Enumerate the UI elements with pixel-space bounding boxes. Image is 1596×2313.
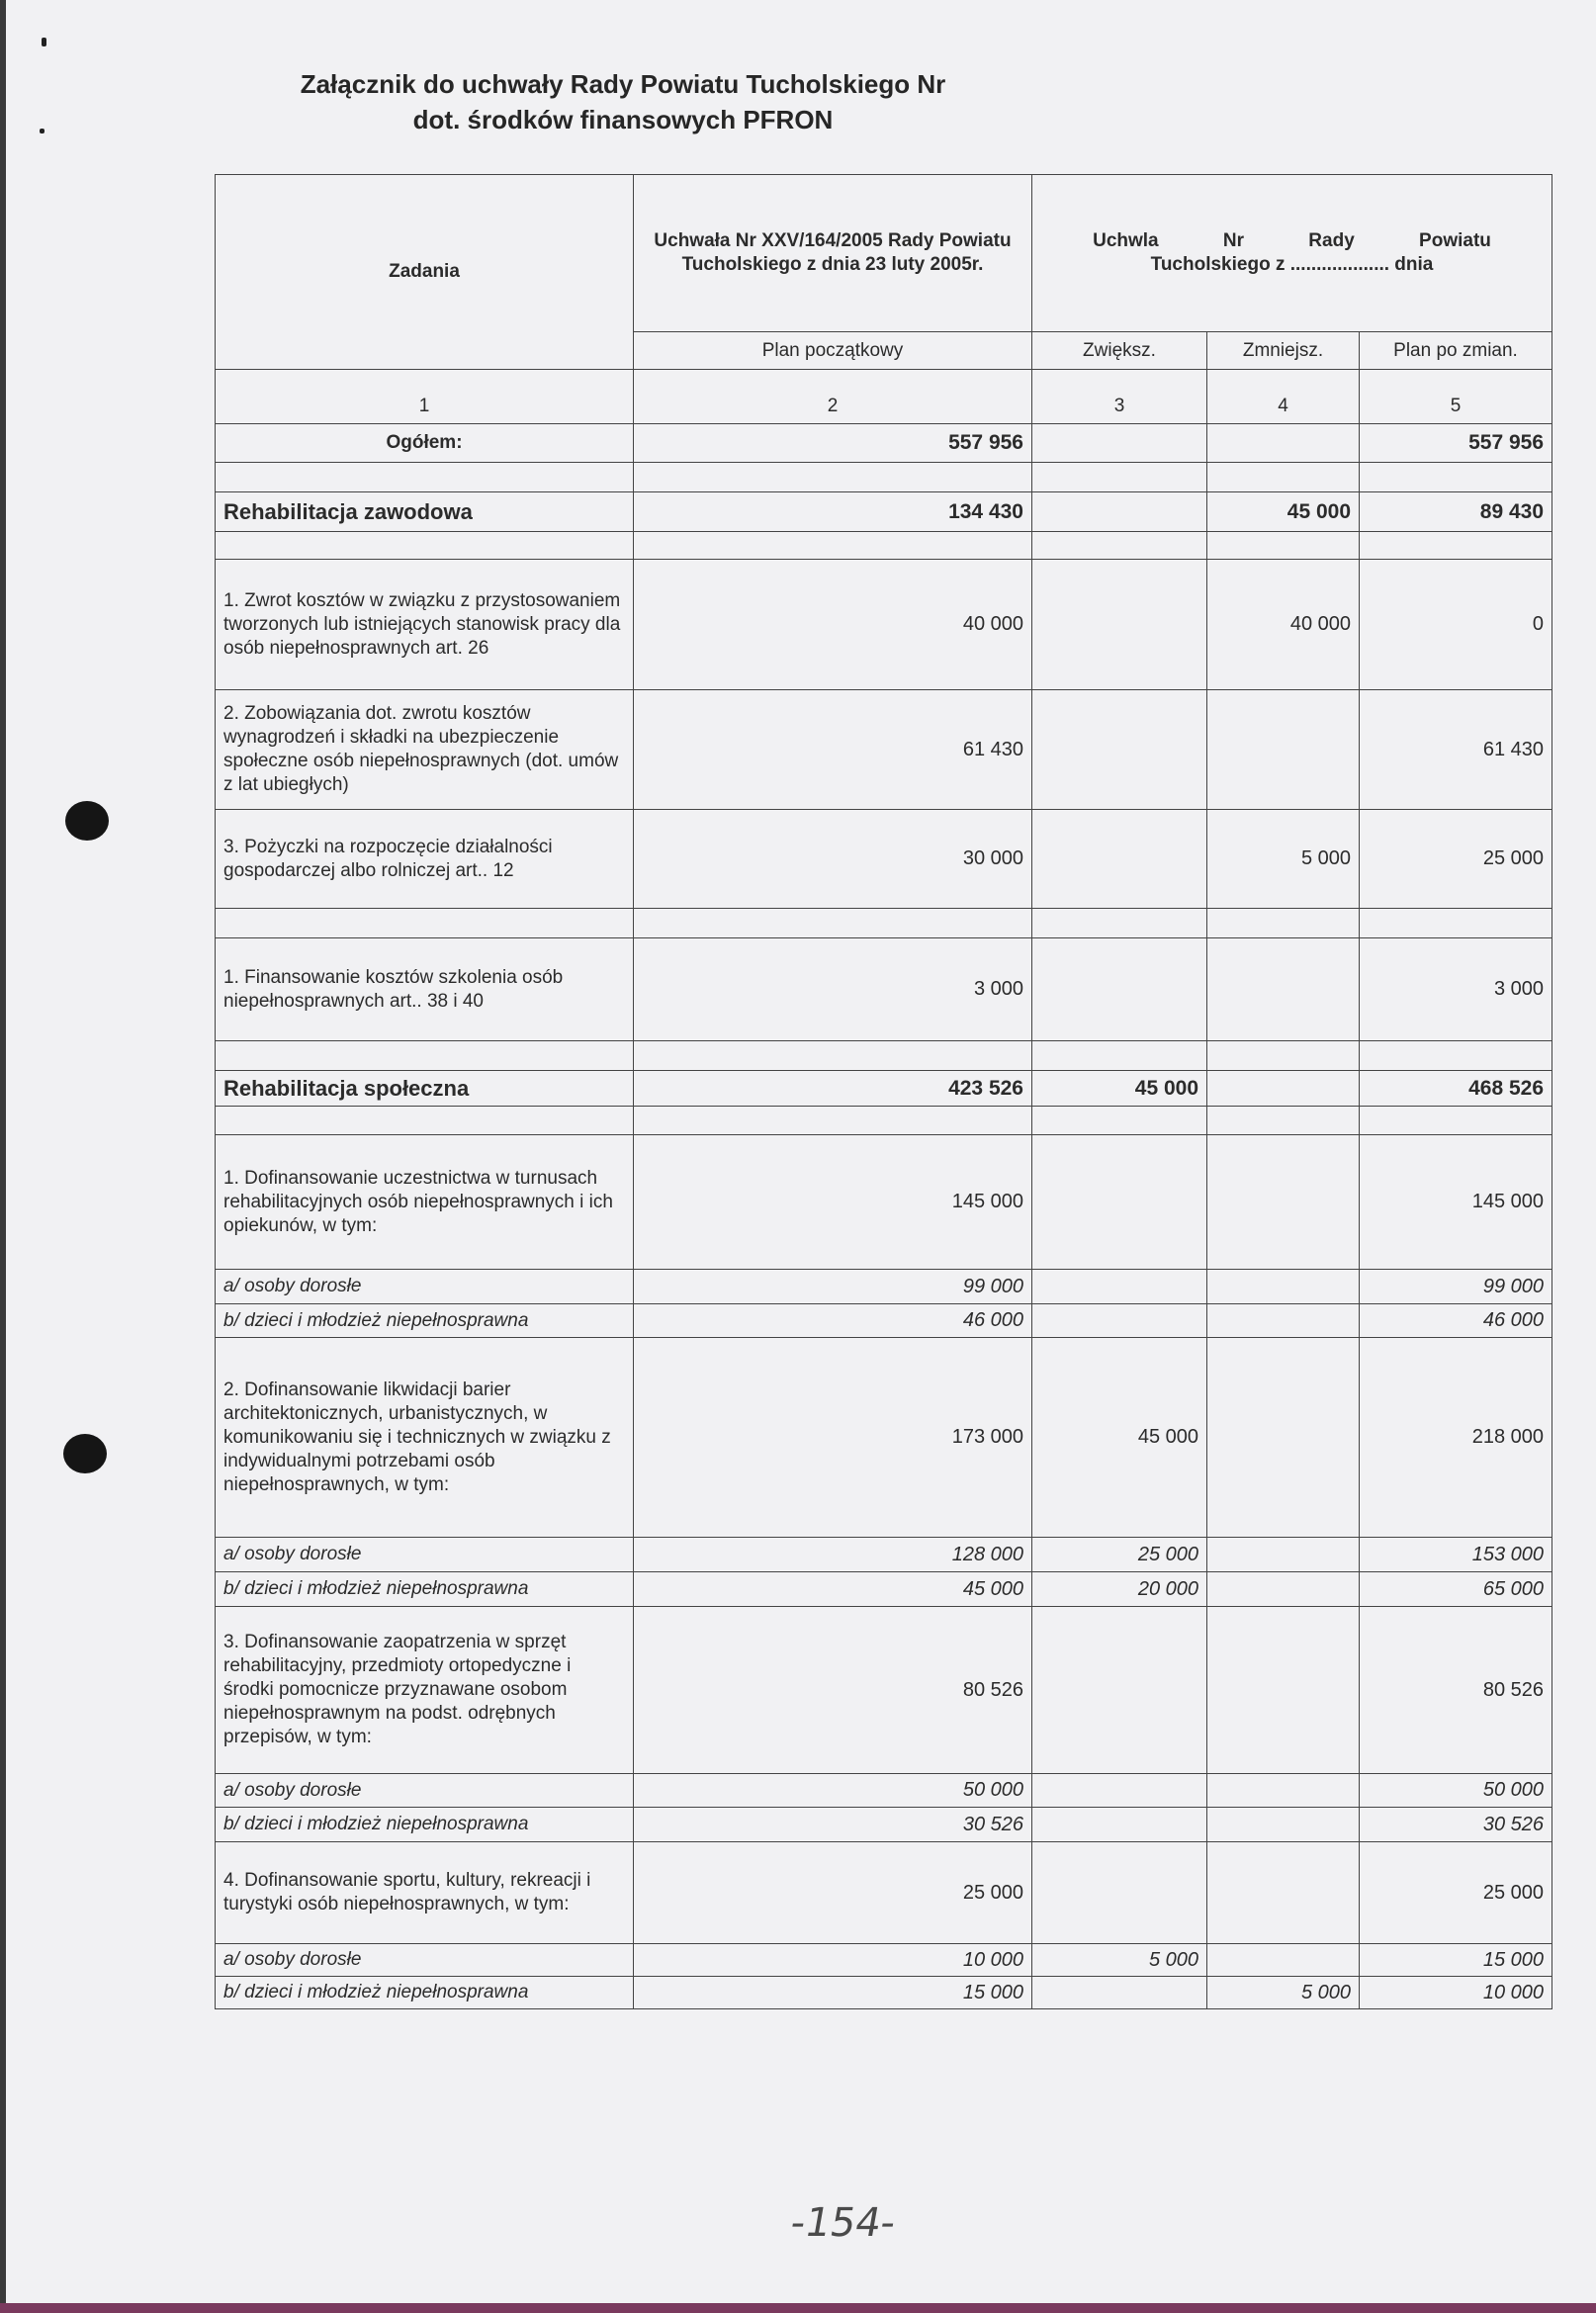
- subheader-zmniejsz: Zmniejsz.: [1207, 332, 1360, 370]
- plan-initial: 99 000: [634, 1270, 1032, 1304]
- column-number-row: [216, 370, 1552, 424]
- column-number: 1: [216, 370, 634, 424]
- decrease: [1207, 1107, 1360, 1135]
- budget-table: [215, 174, 1552, 2009]
- column-number: 4: [1207, 370, 1360, 424]
- task-label: Ogółem:: [216, 424, 634, 463]
- decrease: [1207, 690, 1360, 810]
- table-row: [216, 690, 1552, 810]
- decrease: [1207, 1270, 1360, 1304]
- plan-initial: 134 430: [634, 492, 1032, 532]
- document-title: Załącznik do uchwały Rady Powiatu Tucholskiego Nr: [300, 69, 946, 99]
- increase: [1032, 1304, 1207, 1338]
- decrease: [1207, 1304, 1360, 1338]
- plan-initial: 557 956: [634, 424, 1032, 463]
- plan-initial: 423 526: [634, 1071, 1032, 1107]
- plan-initial: [634, 1107, 1032, 1135]
- spacer-row: [216, 909, 1552, 938]
- decrease: [1207, 1572, 1360, 1607]
- decrease: 45 000: [1207, 492, 1360, 532]
- plan-after-change: 145 000: [1360, 1135, 1552, 1270]
- plan-after-change: [1360, 1107, 1552, 1135]
- increase: [1032, 1270, 1207, 1304]
- decrease: [1207, 1338, 1360, 1538]
- punch-hole-icon: [65, 801, 109, 841]
- plan-after-change: 15 000: [1360, 1944, 1552, 1977]
- plan-after-change: [1360, 463, 1552, 492]
- task-label: 2. Zobowiązania dot. zwrotu kosztów wynagrodzeń i składki na ubezpieczenie społeczne osób niepełnosprawnych (dot. umów z lat ubiegłych): [216, 690, 634, 810]
- table-row: [216, 492, 1552, 532]
- plan-initial: 15 000: [634, 1977, 1032, 2009]
- scan-speck: [42, 38, 46, 46]
- column-number: 2: [634, 370, 1032, 424]
- task-label: 1. Finansowanie kosztów szkolenia osób niepełnosprawnych art.. 38 i 40: [216, 938, 634, 1041]
- plan-initial: 3 000: [634, 938, 1032, 1041]
- plan-initial: 128 000: [634, 1538, 1032, 1572]
- plan-after-change: 3 000: [1360, 938, 1552, 1041]
- plan-initial: 30 000: [634, 810, 1032, 909]
- decrease: [1207, 909, 1360, 938]
- task-label: b/ dzieci i młodzież niepełnosprawna: [216, 1304, 634, 1338]
- document-subtitle: dot. środków finansowych PFRON: [412, 105, 834, 134]
- increase: [1032, 1977, 1207, 2009]
- decrease: 5 000: [1207, 1977, 1360, 2009]
- plan-initial: 80 526: [634, 1607, 1032, 1774]
- task-label: b/ dzieci i młodzież niepełnosprawna: [216, 1572, 634, 1607]
- plan-initial: 40 000: [634, 560, 1032, 690]
- increase: [1032, 938, 1207, 1041]
- table-row: [216, 1135, 1552, 1270]
- table-row: [216, 1977, 1552, 2009]
- plan-after-change: 89 430: [1360, 492, 1552, 532]
- increase: 45 000: [1032, 1338, 1207, 1538]
- task-label: 4. Dofinansowanie sportu, kultury, rekreacji i turystyki osób niepełnosprawnych, w tym:: [216, 1842, 634, 1944]
- plan-initial: 173 000: [634, 1338, 1032, 1538]
- plan-after-change: 153 000: [1360, 1538, 1552, 1572]
- table-row: [216, 1572, 1552, 1607]
- increase: 5 000: [1032, 1944, 1207, 1977]
- plan-initial: 10 000: [634, 1944, 1032, 1977]
- subheader-zwieksz: Zwiększ.: [1032, 332, 1207, 370]
- plan-after-change: 99 000: [1360, 1270, 1552, 1304]
- plan-initial: [634, 909, 1032, 938]
- increase: [1032, 690, 1207, 810]
- increase: [1032, 909, 1207, 938]
- task-label: [216, 1107, 634, 1135]
- plan-initial: [634, 1041, 1032, 1071]
- table-row: [216, 1774, 1552, 1808]
- task-label: 3. Pożyczki na rozpoczęcie działalności gospodarczej albo rolniczej art.. 12: [216, 810, 634, 909]
- subheader-plan-poczatkowy: Plan początkowy: [634, 332, 1032, 370]
- increase: 45 000: [1032, 1071, 1207, 1107]
- plan-initial: 145 000: [634, 1135, 1032, 1270]
- task-label: 3. Dofinansowanie zaopatrzenia w sprzęt rehabilitacyjny, przedmioty ortopedyczne i środki pomocnicze przyznawane osobom niepełnosprawnym na podst. odrębnych przepisów, w tym:: [216, 1607, 634, 1774]
- decrease: [1207, 938, 1360, 1041]
- table-row: [216, 1071, 1552, 1107]
- decrease: [1207, 1071, 1360, 1107]
- decrease: 40 000: [1207, 560, 1360, 690]
- plan-initial: 50 000: [634, 1774, 1032, 1808]
- decrease: [1207, 1538, 1360, 1572]
- spacer-row: [216, 1107, 1552, 1135]
- increase: [1032, 810, 1207, 909]
- table-row: [216, 560, 1552, 690]
- increase: [1032, 492, 1207, 532]
- plan-after-change: 25 000: [1360, 810, 1552, 909]
- increase: [1032, 532, 1207, 560]
- increase: [1032, 1774, 1207, 1808]
- plan-after-change: 80 526: [1360, 1607, 1552, 1774]
- decrease: [1207, 1607, 1360, 1774]
- column-number: 5: [1360, 370, 1552, 424]
- increase: [1032, 1135, 1207, 1270]
- plan-after-change: 10 000: [1360, 1977, 1552, 2009]
- plan-initial: [634, 463, 1032, 492]
- decrease: [1207, 424, 1360, 463]
- task-label: b/ dzieci i młodzież niepełnosprawna: [216, 1977, 634, 2009]
- plan-after-change: 25 000: [1360, 1842, 1552, 1944]
- table-row: [216, 1607, 1552, 1774]
- decrease: [1207, 1808, 1360, 1842]
- task-label: a/ osoby dorosłe: [216, 1270, 634, 1304]
- decrease: [1207, 1944, 1360, 1977]
- header-uchwala-change: [1032, 175, 1552, 332]
- task-label: [216, 532, 634, 560]
- task-label: a/ osoby dorosłe: [216, 1774, 634, 1808]
- increase: [1032, 463, 1207, 492]
- header-zadania: Zadania: [216, 175, 634, 370]
- plan-after-change: 218 000: [1360, 1338, 1552, 1538]
- plan-initial: 46 000: [634, 1304, 1032, 1338]
- task-label: [216, 909, 634, 938]
- decrease: [1207, 1774, 1360, 1808]
- task-label: 2. Dofinansowanie likwidacji barier architektonicznych, urbanistycznych, w komunikowaniu się i technicznych w związku z indywidualnymi potrzebami osób niepełnosprawnych, w tym:: [216, 1338, 634, 1538]
- increase: 20 000: [1032, 1572, 1207, 1607]
- header-uchwala-initial: Uchwała Nr XXV/164/2005 Rady Powiatu Tucholskiego z dnia 23 luty 2005r.: [634, 175, 1032, 332]
- plan-after-change: 468 526: [1360, 1071, 1552, 1107]
- column-number: 3: [1032, 370, 1207, 424]
- page-number: -154-: [786, 2200, 900, 2246]
- task-label: b/ dzieci i młodzież niepełnosprawna: [216, 1808, 634, 1842]
- subheader-plan-po-zmian: Plan po zmian.: [1360, 332, 1552, 370]
- task-label: a/ osoby dorosłe: [216, 1944, 634, 1977]
- spacer-row: [216, 532, 1552, 560]
- table-row: [216, 810, 1552, 909]
- plan-after-change: 61 430: [1360, 690, 1552, 810]
- table-row: [216, 1808, 1552, 1842]
- plan-after-change: 46 000: [1360, 1304, 1552, 1338]
- plan-after-change: 557 956: [1360, 424, 1552, 463]
- increase: 25 000: [1032, 1538, 1207, 1572]
- plan-initial: 45 000: [634, 1572, 1032, 1607]
- task-label: [216, 463, 634, 492]
- table-row: [216, 938, 1552, 1041]
- decrease: [1207, 1041, 1360, 1071]
- increase: [1032, 1808, 1207, 1842]
- table-row: [216, 1304, 1552, 1338]
- plan-after-change: 30 526: [1360, 1808, 1552, 1842]
- decrease: [1207, 1842, 1360, 1944]
- increase: [1032, 424, 1207, 463]
- table-row: [216, 1842, 1552, 1944]
- plan-after-change: 0: [1360, 560, 1552, 690]
- increase: [1032, 1041, 1207, 1071]
- scan-bottom-edge: [0, 2303, 1596, 2313]
- decrease: [1207, 1135, 1360, 1270]
- table-row: [216, 424, 1552, 463]
- task-label: Rehabilitacja społeczna: [216, 1071, 634, 1107]
- header-uchwala-change-line1: Uchwla Nr Rady Powiatu: [1093, 230, 1491, 251]
- increase: [1032, 1842, 1207, 1944]
- plan-after-change: [1360, 1041, 1552, 1071]
- task-label: 1. Zwrot kosztów w związku z przystosowaniem tworzonych lub istniejących stanowisk pracy dla osób niepełnosprawnych art. 26: [216, 560, 634, 690]
- scan-left-edge: [0, 0, 6, 2313]
- punch-hole-icon: [63, 1434, 107, 1473]
- plan-after-change: [1360, 532, 1552, 560]
- task-label: a/ osoby dorosłe: [216, 1538, 634, 1572]
- task-label: 1. Dofinansowanie uczestnictwa w turnusach rehabilitacyjnych osób niepełnosprawnych i ich opiekunów, w tym:: [216, 1135, 634, 1270]
- decrease: [1207, 463, 1360, 492]
- plan-initial: 61 430: [634, 690, 1032, 810]
- plan-initial: 30 526: [634, 1808, 1032, 1842]
- task-label: Rehabilitacja zawodowa: [216, 492, 634, 532]
- spacer-row: [216, 463, 1552, 492]
- increase: [1032, 1107, 1207, 1135]
- plan-initial: [634, 532, 1032, 560]
- header-row: [216, 175, 1552, 332]
- increase: [1032, 1607, 1207, 1774]
- plan-after-change: 65 000: [1360, 1572, 1552, 1607]
- table-row: [216, 1538, 1552, 1572]
- table-row: [216, 1270, 1552, 1304]
- task-label: [216, 1041, 634, 1071]
- plan-after-change: [1360, 909, 1552, 938]
- decrease: 5 000: [1207, 810, 1360, 909]
- plan-after-change: 50 000: [1360, 1774, 1552, 1808]
- table-row: [216, 1944, 1552, 1977]
- increase: [1032, 560, 1207, 690]
- decrease: [1207, 532, 1360, 560]
- spacer-row: [216, 1041, 1552, 1071]
- table-row: [216, 1338, 1552, 1538]
- plan-initial: 25 000: [634, 1842, 1032, 1944]
- header-uchwala-change-line2: Tucholskiego z ................... dnia: [1150, 254, 1434, 275]
